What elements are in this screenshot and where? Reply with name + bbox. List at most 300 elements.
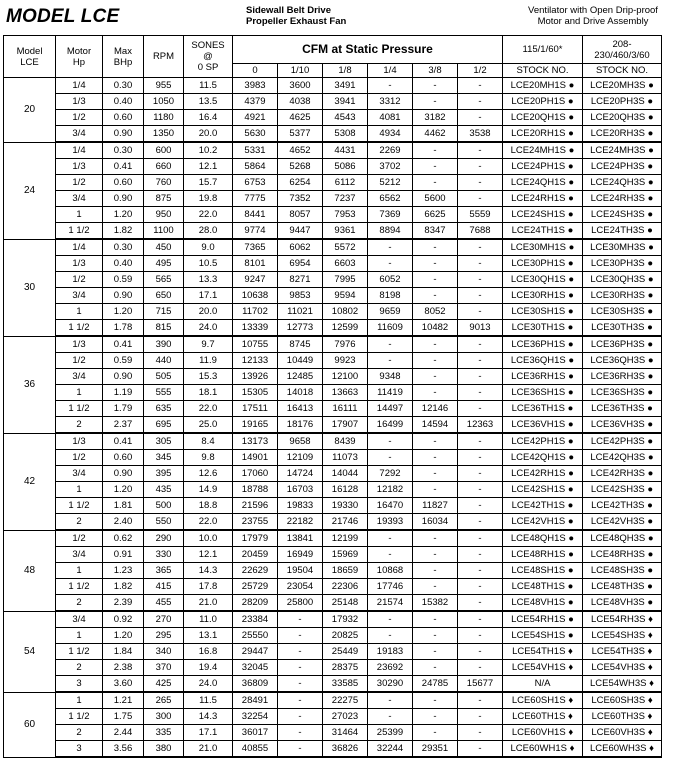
sones-cell: 17.8 (184, 579, 233, 595)
cfm-sp-1-8-cell: 18659 (323, 563, 368, 579)
table-row (4, 191, 662, 207)
stock-no-single-phase-cell: LCE42PH1S ● (503, 433, 583, 450)
rpm-cell: 305 (144, 433, 184, 450)
cfm-sp-1-2-cell: - (458, 660, 503, 676)
cfm-sp-1-8-cell: 4431 (323, 142, 368, 159)
cfm-sp-1-8-cell: 19330 (323, 498, 368, 514)
motor-hp-cell: 2 (56, 725, 103, 741)
sones-cell: 20.0 (184, 126, 233, 143)
col-header-motor-hp: Motor Hp (56, 36, 103, 78)
motor-hp-cell: 1 1/2 (56, 579, 103, 595)
cfm-sp-1-2-cell: - (458, 530, 503, 547)
header-row-1 (4, 36, 662, 64)
stock-no-single-phase-cell: LCE20PH1S ● (503, 94, 583, 110)
cfm-sp-1-4-cell: 23692 (368, 660, 413, 676)
cfm-sp-1-8-cell: 31464 (323, 725, 368, 741)
cfm-sp-1-8-cell: 7976 (323, 336, 368, 353)
motor-hp-cell: 2 (56, 595, 103, 612)
sones-cell: 12.6 (184, 466, 233, 482)
cfm-sp-1-4-cell: 11419 (368, 385, 413, 401)
cfm-sp-1-4-cell: - (368, 239, 413, 256)
motor-hp-cell: 1/3 (56, 94, 103, 110)
motor-hp-cell: 1/3 (56, 159, 103, 175)
stock-no-single-phase-cell: LCE24RH1S ● (503, 191, 583, 207)
cfm-sp-1-10-cell: 11021 (278, 304, 323, 320)
cfm-sp-1-10-cell: 19833 (278, 498, 323, 514)
motor-hp-cell: 1/3 (56, 256, 103, 272)
sones-cell: 25.0 (184, 417, 233, 434)
stock-no-three-phase-cell: LCE20RH3S ● (583, 126, 662, 143)
cfm-sp-0-cell: 19165 (233, 417, 278, 434)
cfm-sp-1-4-cell: 11609 (368, 320, 413, 337)
sones-cell: 12.1 (184, 547, 233, 563)
cfm-sp-3-8-cell: - (413, 288, 458, 304)
cfm-sp-0-cell: 5331 (233, 142, 278, 159)
rpm-cell: 415 (144, 579, 184, 595)
max-bhp-cell: 0.90 (103, 369, 144, 385)
cfm-sp-0-cell: 23755 (233, 514, 278, 531)
motor-hp-cell: 1 (56, 304, 103, 320)
motor-hp-cell: 1/2 (56, 272, 103, 288)
motor-hp-cell: 1/3 (56, 433, 103, 450)
model-cell: 36 (4, 336, 56, 433)
stock-no-three-phase-cell: LCE54TH3S ♦ (583, 644, 662, 660)
cfm-sp-0-cell: 7775 (233, 191, 278, 207)
cfm-sp-1-10-cell: 25800 (278, 595, 323, 612)
cfm-sp-0-cell: 11702 (233, 304, 278, 320)
cfm-sp-1-2-cell: - (458, 110, 503, 126)
stock-no-single-phase-cell: LCE20MH1S ● (503, 78, 583, 94)
motor-hp-cell: 1/2 (56, 110, 103, 126)
rpm-cell: 300 (144, 709, 184, 725)
cfm-sp-1-2-cell: - (458, 304, 503, 320)
cfm-sp-3-8-cell: - (413, 94, 458, 110)
max-bhp-cell: 0.90 (103, 191, 144, 207)
sones-cell: 10.0 (184, 530, 233, 547)
stock-no-three-phase-cell: LCE30MH3S ● (583, 239, 662, 256)
cfm-sp-0-cell: 32045 (233, 660, 278, 676)
col-header-cfm: CFM at Static Pressure (233, 36, 503, 64)
cfm-sp-1-4-cell: 3312 (368, 94, 413, 110)
max-bhp-cell: 1.20 (103, 482, 144, 498)
stock-no-single-phase-cell: LCE36QH1S ● (503, 353, 583, 369)
stock-no-three-phase-cell: LCE30SH3S ● (583, 304, 662, 320)
rpm-cell: 390 (144, 336, 184, 353)
cfm-sp-1-8-cell: 9361 (323, 223, 368, 240)
cfm-sp-3-8-cell: 24785 (413, 676, 458, 693)
stock-no-single-phase-cell: LCE30QH1S ● (503, 272, 583, 288)
rpm-cell: 875 (144, 191, 184, 207)
stock-no-single-phase-cell: LCE48TH1S ● (503, 579, 583, 595)
cfm-sp-1-2-cell: 9013 (458, 320, 503, 337)
cfm-sp-3-8-cell: - (413, 272, 458, 288)
cfm-sp-1-2-cell: - (458, 579, 503, 595)
sones-cell: 14.3 (184, 563, 233, 579)
cfm-sp-0-cell: 22629 (233, 563, 278, 579)
cfm-sp-3-8-cell: 8052 (413, 304, 458, 320)
cfm-sp-1-8-cell: 14044 (323, 466, 368, 482)
stock-no-three-phase-cell: LCE20PH3S ● (583, 94, 662, 110)
motor-hp-cell: 1 (56, 385, 103, 401)
sones-cell: 24.0 (184, 320, 233, 337)
col-header-rpm: RPM (144, 36, 184, 78)
cfm-sp-1-2-cell: - (458, 191, 503, 207)
cfm-sp-0-cell: 10755 (233, 336, 278, 353)
table-row (4, 207, 662, 223)
stock-no-three-phase-cell: LCE42VH3S ● (583, 514, 662, 531)
rpm-cell: 425 (144, 676, 184, 693)
cfm-sp-1-4-cell: 4934 (368, 126, 413, 143)
cfm-sp-1-10-cell: 9853 (278, 288, 323, 304)
cfm-sp-1-4-cell: - (368, 611, 413, 628)
cfm-sp-0-cell: 8441 (233, 207, 278, 223)
max-bhp-cell: 3.56 (103, 741, 144, 758)
stock-no-three-phase-cell: LCE36SH3S ● (583, 385, 662, 401)
stock-no-single-phase-cell: LCE24PH1S ● (503, 159, 583, 175)
stock-no-single-phase-cell: LCE48SH1S ● (503, 563, 583, 579)
cfm-sp-1-8-cell: 20825 (323, 628, 368, 644)
max-bhp-cell: 0.60 (103, 175, 144, 191)
stock-no-single-phase-cell: LCE42RH1S ● (503, 466, 583, 482)
motor-hp-cell: 1/4 (56, 78, 103, 94)
cfm-sp-0-cell: 13339 (233, 320, 278, 337)
cfm-sp-1-8-cell: 36826 (323, 741, 368, 758)
stock-no-three-phase-cell: LCE54RH3S ♦ (583, 611, 662, 628)
cfm-sp-0-cell: 17979 (233, 530, 278, 547)
stock-no-three-phase-cell: LCE24SH3S ● (583, 207, 662, 223)
cfm-sp-1-10-cell: 12109 (278, 450, 323, 466)
cfm-sp-1-10-cell: - (278, 709, 323, 725)
stock-no-three-phase-cell: LCE36QH3S ● (583, 353, 662, 369)
max-bhp-cell: 1.19 (103, 385, 144, 401)
cfm-sp-0-cell: 7365 (233, 239, 278, 256)
max-bhp-cell: 0.59 (103, 353, 144, 369)
rpm-cell: 815 (144, 320, 184, 337)
cfm-sp-1-10-cell: 23054 (278, 579, 323, 595)
stock-no-three-phase-cell: LCE30RH3S ● (583, 288, 662, 304)
motor-note (510, 5, 676, 27)
motor-note-line-1: Ventilator with Open Drip-proof (528, 5, 658, 16)
rpm-cell: 695 (144, 417, 184, 434)
cfm-sp-1-2-cell: 5559 (458, 207, 503, 223)
max-bhp-cell: 1.82 (103, 579, 144, 595)
cfm-sp-1-4-cell: 9659 (368, 304, 413, 320)
cfm-sp-1-2-cell: 3538 (458, 126, 503, 143)
stock-no-three-phase-cell: LCE48QH3S ● (583, 530, 662, 547)
sones-cell: 15.3 (184, 369, 233, 385)
stock-no-single-phase-cell: LCE20QH1S ● (503, 110, 583, 126)
rpm-cell: 495 (144, 256, 184, 272)
cfm-sp-1-10-cell: 5377 (278, 126, 323, 143)
cfm-sp-1-2-cell: - (458, 595, 503, 612)
stock-no-three-phase-cell: LCE20MH3S ● (583, 78, 662, 94)
sones-cell: 18.8 (184, 498, 233, 514)
stock-no-three-phase-cell: LCE48TH3S ● (583, 579, 662, 595)
cfm-sp-1-4-cell: 8894 (368, 223, 413, 240)
cfm-sp-0-cell: 13173 (233, 433, 278, 450)
cfm-sp-1-4-cell: 19393 (368, 514, 413, 531)
stock-no-three-phase-cell: LCE48SH3S ● (583, 563, 662, 579)
cfm-sp-0-cell: 25729 (233, 579, 278, 595)
cfm-sp-3-8-cell: - (413, 547, 458, 563)
cfm-sp-1-10-cell: 19504 (278, 563, 323, 579)
cfm-sp-0-cell: 21596 (233, 498, 278, 514)
stock-no-single-phase-cell: LCE24SH1S ● (503, 207, 583, 223)
table-row (4, 256, 662, 272)
cfm-sp-1-4-cell: 16499 (368, 417, 413, 434)
cfm-sp-1-4-cell: 7369 (368, 207, 413, 223)
table-row (4, 628, 662, 644)
motor-hp-cell: 1/2 (56, 450, 103, 466)
cfm-sp-3-8-cell: - (413, 725, 458, 741)
table-row (4, 239, 662, 256)
cfm-sp-1-4-cell: 8198 (368, 288, 413, 304)
cfm-sp-3-8-cell: - (413, 433, 458, 450)
max-bhp-cell: 0.30 (103, 142, 144, 159)
max-bhp-cell: 1.23 (103, 563, 144, 579)
cfm-sp-1-2-cell: - (458, 692, 503, 709)
table-row (4, 547, 662, 563)
cfm-sp-1-2-cell: - (458, 482, 503, 498)
cfm-sp-0-cell: 15305 (233, 385, 278, 401)
max-bhp-cell: 0.41 (103, 336, 144, 353)
cfm-sp-1-4-cell: - (368, 336, 413, 353)
table-row (4, 304, 662, 320)
stock-no-three-phase-cell: LCE24MH3S ● (583, 142, 662, 159)
motor-hp-cell: 2 (56, 514, 103, 531)
stock-no-three-phase-cell: LCE42SH3S ● (583, 482, 662, 498)
cfm-sp-1-2-cell: 15677 (458, 676, 503, 693)
sones-cell: 21.0 (184, 595, 233, 612)
table-row (4, 272, 662, 288)
rpm-cell: 715 (144, 304, 184, 320)
stock-no-single-phase-cell: LCE42VH1S ● (503, 514, 583, 531)
col-header-max-bhp: Max BHp (103, 36, 144, 78)
cfm-sp-1-2-cell: - (458, 611, 503, 628)
rpm-cell: 395 (144, 466, 184, 482)
cfm-sp-3-8-cell: 5600 (413, 191, 458, 207)
table-row (4, 353, 662, 369)
cfm-sp-1-4-cell: - (368, 78, 413, 94)
stock-no-single-phase-cell: LCE60SH1S ♦ (503, 692, 583, 709)
cfm-sp-1-4-cell: 7292 (368, 466, 413, 482)
cfm-sp-1-2-cell: - (458, 288, 503, 304)
stock-no-three-phase-cell: LCE24QH3S ● (583, 175, 662, 191)
sones-cell: 11.5 (184, 78, 233, 94)
cfm-sp-3-8-cell: 15382 (413, 595, 458, 612)
rpm-cell: 1180 (144, 110, 184, 126)
rpm-cell: 1100 (144, 223, 184, 240)
cfm-sp-1-2-cell: - (458, 450, 503, 466)
cfm-sp-3-8-cell: - (413, 466, 458, 482)
stock-no-three-phase-cell: LCE24PH3S ● (583, 159, 662, 175)
cfm-sp-1-4-cell: 4081 (368, 110, 413, 126)
col-header-sp-1-8: 1/8 (323, 64, 368, 78)
model-cell: 60 (4, 692, 56, 757)
stock-no-three-phase-cell: LCE36PH3S ● (583, 336, 662, 353)
cfm-sp-1-4-cell: - (368, 709, 413, 725)
cfm-sp-1-2-cell: - (458, 159, 503, 175)
cfm-sp-1-10-cell: 9447 (278, 223, 323, 240)
sones-cell: 17.1 (184, 288, 233, 304)
cfm-sp-3-8-cell: - (413, 644, 458, 660)
cfm-sp-1-8-cell: 5086 (323, 159, 368, 175)
sones-cell: 19.4 (184, 660, 233, 676)
cfm-sp-3-8-cell: - (413, 709, 458, 725)
max-bhp-cell: 0.41 (103, 159, 144, 175)
cfm-sp-1-2-cell: 7688 (458, 223, 503, 240)
motor-hp-cell: 3/4 (56, 288, 103, 304)
table-row (4, 159, 662, 175)
cfm-sp-1-2-cell: - (458, 272, 503, 288)
cfm-sp-1-10-cell: - (278, 692, 323, 709)
max-bhp-cell: 0.59 (103, 272, 144, 288)
cfm-sp-1-2-cell: - (458, 239, 503, 256)
stock-no-single-phase-cell: LCE54SH1S ● (503, 628, 583, 644)
cfm-sp-0-cell: 9247 (233, 272, 278, 288)
col-header-voltage-single: 115/1/60* (503, 36, 583, 64)
rpm-cell: 955 (144, 78, 184, 94)
stock-no-single-phase-cell: LCE24MH1S ● (503, 142, 583, 159)
cfm-sp-3-8-cell: 16034 (413, 514, 458, 531)
cfm-sp-1-10-cell: - (278, 611, 323, 628)
cfm-sp-1-4-cell: - (368, 433, 413, 450)
table-row (4, 709, 662, 725)
stock-no-three-phase-cell: LCE24TH3S ● (583, 223, 662, 240)
rpm-cell: 600 (144, 142, 184, 159)
stock-no-three-phase-cell: LCE60VH3S ♦ (583, 725, 662, 741)
cfm-sp-0-cell: 29447 (233, 644, 278, 660)
cfm-sp-1-10-cell: 14724 (278, 466, 323, 482)
stock-no-single-phase-cell: LCE24QH1S ● (503, 175, 583, 191)
cfm-sp-1-2-cell: - (458, 547, 503, 563)
motor-hp-cell: 1 (56, 207, 103, 223)
stock-no-single-phase-cell: LCE30TH1S ● (503, 320, 583, 337)
cfm-sp-0-cell: 17060 (233, 466, 278, 482)
motor-hp-cell: 1/4 (56, 239, 103, 256)
cfm-sp-1-10-cell: 4038 (278, 94, 323, 110)
table-row (4, 417, 662, 434)
table-row (4, 223, 662, 240)
cfm-sp-1-8-cell: 13663 (323, 385, 368, 401)
cfm-sp-0-cell: 12133 (233, 353, 278, 369)
stock-no-single-phase-cell: LCE24TH1S ● (503, 223, 583, 240)
table-row (4, 692, 662, 709)
cfm-sp-3-8-cell: 29351 (413, 741, 458, 758)
rpm-cell: 455 (144, 595, 184, 612)
cfm-sp-0-cell: 28491 (233, 692, 278, 709)
stock-no-single-phase-cell: LCE60TH1S ♦ (503, 709, 583, 725)
cfm-sp-1-2-cell: - (458, 498, 503, 514)
cfm-sp-3-8-cell: 3182 (413, 110, 458, 126)
stock-no-single-phase-cell: LCE48RH1S ● (503, 547, 583, 563)
cfm-sp-1-10-cell: 7352 (278, 191, 323, 207)
cfm-sp-1-4-cell: - (368, 256, 413, 272)
rpm-cell: 1350 (144, 126, 184, 143)
rpm-cell: 265 (144, 692, 184, 709)
cfm-sp-1-4-cell: 6562 (368, 191, 413, 207)
cfm-sp-1-10-cell: - (278, 660, 323, 676)
cfm-sp-1-8-cell: 12599 (323, 320, 368, 337)
max-bhp-cell: 0.40 (103, 256, 144, 272)
stock-no-three-phase-cell: LCE42QH3S ● (583, 450, 662, 466)
cfm-sp-3-8-cell: 14594 (413, 417, 458, 434)
cfm-sp-0-cell: 23384 (233, 611, 278, 628)
page-title: MODEL LCE (6, 6, 120, 27)
cfm-sp-1-8-cell: 25148 (323, 595, 368, 612)
rpm-cell: 370 (144, 660, 184, 676)
rpm-cell: 635 (144, 401, 184, 417)
rpm-cell: 550 (144, 514, 184, 531)
cfm-sp-0-cell: 5864 (233, 159, 278, 175)
cfm-sp-3-8-cell: 4462 (413, 126, 458, 143)
col-header-sp-1-10: 1/10 (278, 64, 323, 78)
motor-hp-cell: 3 (56, 676, 103, 693)
max-bhp-cell: 0.90 (103, 126, 144, 143)
rpm-cell: 270 (144, 611, 184, 628)
cfm-sp-1-8-cell: 22306 (323, 579, 368, 595)
cfm-sp-1-10-cell: 4652 (278, 142, 323, 159)
max-bhp-cell: 1.21 (103, 692, 144, 709)
cfm-sp-3-8-cell: - (413, 660, 458, 676)
sones-cell: 10.2 (184, 142, 233, 159)
col-header-sones: SONES @ 0 SP (184, 36, 233, 78)
cfm-sp-0-cell: 4379 (233, 94, 278, 110)
product-description-line-1: Sidewall Belt Drive (246, 5, 332, 16)
col-header-model: Model LCE (4, 36, 56, 78)
cfm-sp-3-8-cell: - (413, 256, 458, 272)
rpm-cell: 295 (144, 628, 184, 644)
cfm-sp-3-8-cell: - (413, 239, 458, 256)
cfm-sp-1-8-cell: 8439 (323, 433, 368, 450)
motor-hp-cell: 3/4 (56, 611, 103, 628)
cfm-sp-3-8-cell: - (413, 78, 458, 94)
cfm-sp-1-2-cell: - (458, 741, 503, 758)
stock-no-single-phase-cell: LCE60VH1S ♦ (503, 725, 583, 741)
motor-hp-cell: 1 1/2 (56, 709, 103, 725)
cfm-sp-1-2-cell: - (458, 336, 503, 353)
stock-no-three-phase-cell: LCE54SH3S ♦ (583, 628, 662, 644)
table-row (4, 126, 662, 143)
table-row (4, 611, 662, 628)
cfm-sp-1-4-cell: - (368, 450, 413, 466)
rpm-cell: 505 (144, 369, 184, 385)
rpm-cell: 1050 (144, 94, 184, 110)
sones-cell: 16.8 (184, 644, 233, 660)
max-bhp-cell: 0.40 (103, 94, 144, 110)
max-bhp-cell: 2.37 (103, 417, 144, 434)
table-row (4, 142, 662, 159)
stock-no-three-phase-cell: LCE36TH3S ● (583, 401, 662, 417)
cfm-sp-3-8-cell: - (413, 611, 458, 628)
stock-no-three-phase-cell: LCE30PH3S ● (583, 256, 662, 272)
rpm-cell: 435 (144, 482, 184, 498)
sones-cell: 22.0 (184, 207, 233, 223)
col-header-sp-0: 0 (233, 64, 278, 78)
cfm-sp-1-2-cell: - (458, 433, 503, 450)
motor-hp-cell: 2 (56, 660, 103, 676)
motor-hp-cell: 3/4 (56, 466, 103, 482)
cfm-sp-1-10-cell: 13841 (278, 530, 323, 547)
cfm-sp-3-8-cell: - (413, 385, 458, 401)
col-header-sp-1-4: 1/4 (368, 64, 413, 78)
cfm-sp-1-4-cell: - (368, 530, 413, 547)
cfm-sp-1-2-cell: - (458, 725, 503, 741)
cfm-sp-1-2-cell: - (458, 385, 503, 401)
sones-cell: 13.3 (184, 272, 233, 288)
cfm-sp-1-10-cell: 3600 (278, 78, 323, 94)
cfm-sp-1-8-cell: 21746 (323, 514, 368, 531)
